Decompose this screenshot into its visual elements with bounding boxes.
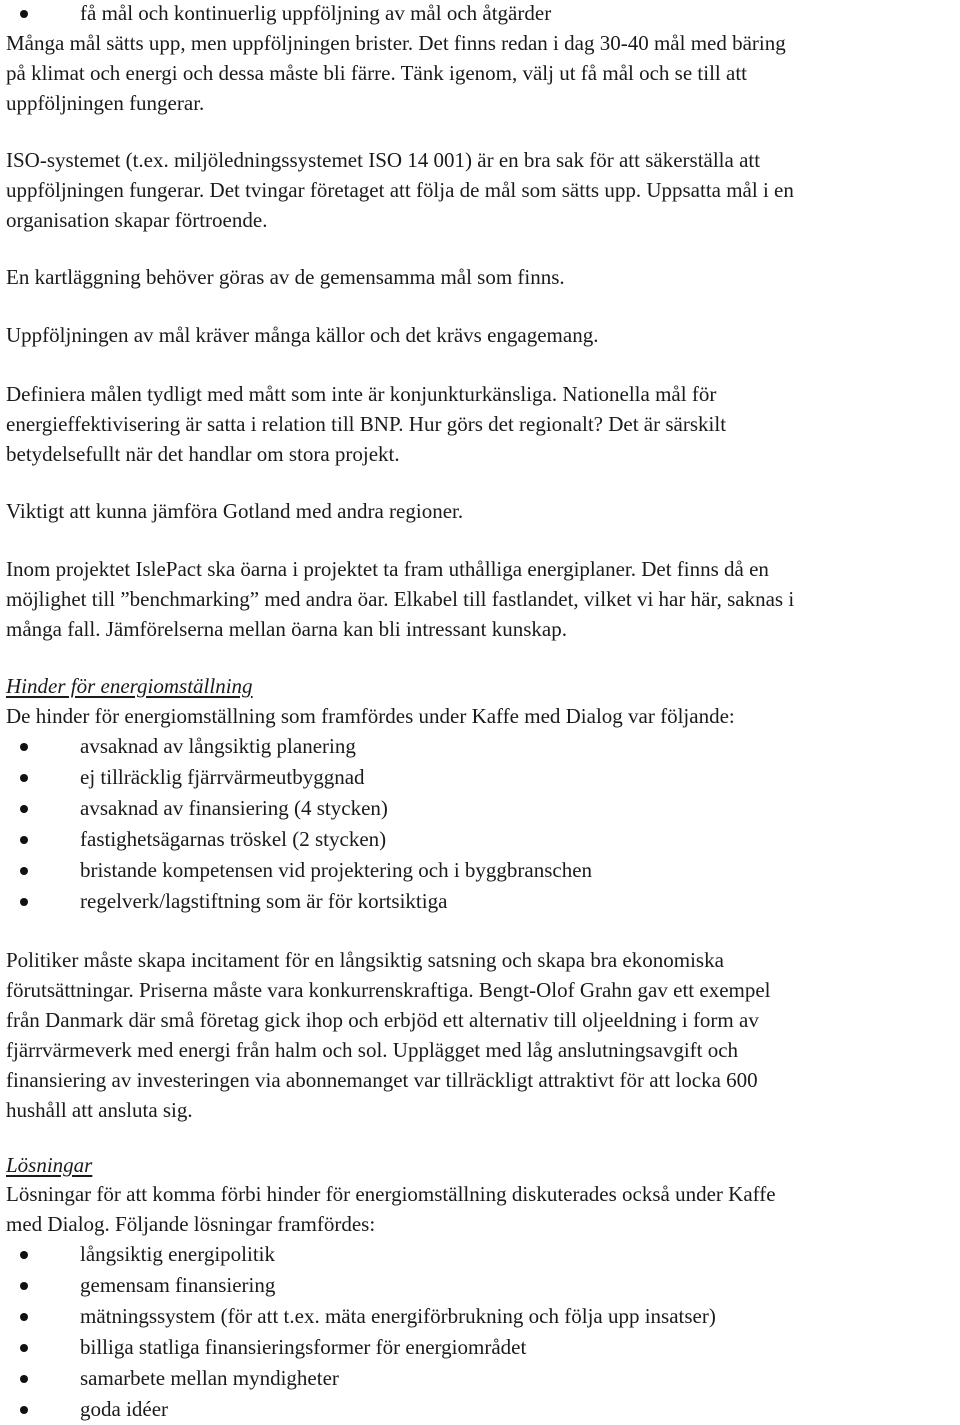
list-item: fastighetsägarnas tröskel (2 stycken) (6, 824, 958, 855)
losningar-list (6, 1239, 958, 1425)
list-item: få mål och kontinuerlig uppföljning av mål och åtgärder (6, 0, 958, 29)
paragraph: Inom projektet IslePact ska öarna i projektet ta fram uthålliga energiplaner. Det finns då en möjlighet till ”benchmarking” med andra öar. Elkabel till fastlandet, vilket vi har här, saknas i många fall. Jämförelserna mellan öarna kan bli intressant kunskap. (6, 557, 795, 641)
list-item: bristande kompetensen vid projektering och i byggbranschen (6, 855, 958, 886)
paragraph: Definiera målen tydligt med mått som inte är konjunkturkänsliga. Nationella mål för energieffektivisering är satta i relation till BNP. Hur görs det regionalt? Det är särskilt betydelsefullt när det handlar om stora projekt. (6, 382, 727, 466)
paragraph: Många mål sätts upp, men uppföljningen brister. Det finns redan i dag 30-40 mål med bäring på klimat och energi och dessa måste bli färre. Tänk igenom, välj ut få mål och se till att uppföljningen fungerar. (6, 31, 786, 115)
paragraph: ISO-systemet (t.ex. miljöledningssystemet ISO 14 001) är en bra sak för att säkerställa att uppföljningen fungerar. Det tvingar företaget att följa de mål som sätts upp. Uppsatta mål i en organisation skapar förtroende. (6, 148, 794, 232)
section-intro: De hinder för energiomställning som framfördes under Kaffe med Dialog var följande: (6, 704, 735, 728)
list-item: billiga statliga finansieringsformer för energiområdet (6, 1332, 958, 1363)
section-heading-losningar: Lösningar (6, 1153, 93, 1177)
paragraph: Politiker måste skapa incitament för en långsiktig satsning och skapa bra ekonomiska förutsättningar. Priserna måste vara konkurrenskraftiga. Bengt-Olof Grahn gav ett exempel från Danmark där små företag gick ihop och erbjöd ett alternativ till oljeeldning i form av fjärrvärmeverk med energi från halm och sol. Upplägget med låg anslutningsavgift och finansiering av investeringen via abonnemanget var tillräckligt attraktivt för att locka 600 hushåll att ansluta sig. (6, 948, 771, 1122)
section-intro: Lösningar för att komma förbi hinder för energiomställning diskuterades också under Kaffe med Dialog. Följande lösningar framfördes: (6, 1182, 776, 1236)
list-item: gemensam finansiering (6, 1270, 958, 1301)
list-item: ej tillräcklig fjärrvärmeutbyggnad (6, 762, 958, 793)
list-item: mätningssystem (för att t.ex. mäta energiförbrukning och följa upp insatser) (6, 1301, 958, 1332)
list-item: goda idéer (6, 1394, 958, 1425)
list-item: långsiktig energipolitik (6, 1239, 958, 1270)
list-item: avsaknad av finansiering (4 stycken) (6, 793, 958, 824)
paragraph: Uppföljningen av mål kräver många källor och det krävs engagemang. (6, 323, 599, 347)
list-item: avsaknad av långsiktig planering (6, 731, 958, 762)
paragraph: Viktigt att kunna jämföra Gotland med andra regioner. (6, 499, 464, 523)
paragraph: En kartläggning behöver göras av de gemensamma mål som finns. (6, 265, 565, 289)
list-item: samarbete mellan myndigheter (6, 1363, 958, 1394)
top-bullet-list (6, 0, 958, 29)
hinder-list (6, 731, 958, 917)
list-item: regelverk/lagstiftning som är för kortsiktiga (6, 886, 958, 917)
section-heading-hinder: Hinder för energiomställning (6, 674, 253, 698)
